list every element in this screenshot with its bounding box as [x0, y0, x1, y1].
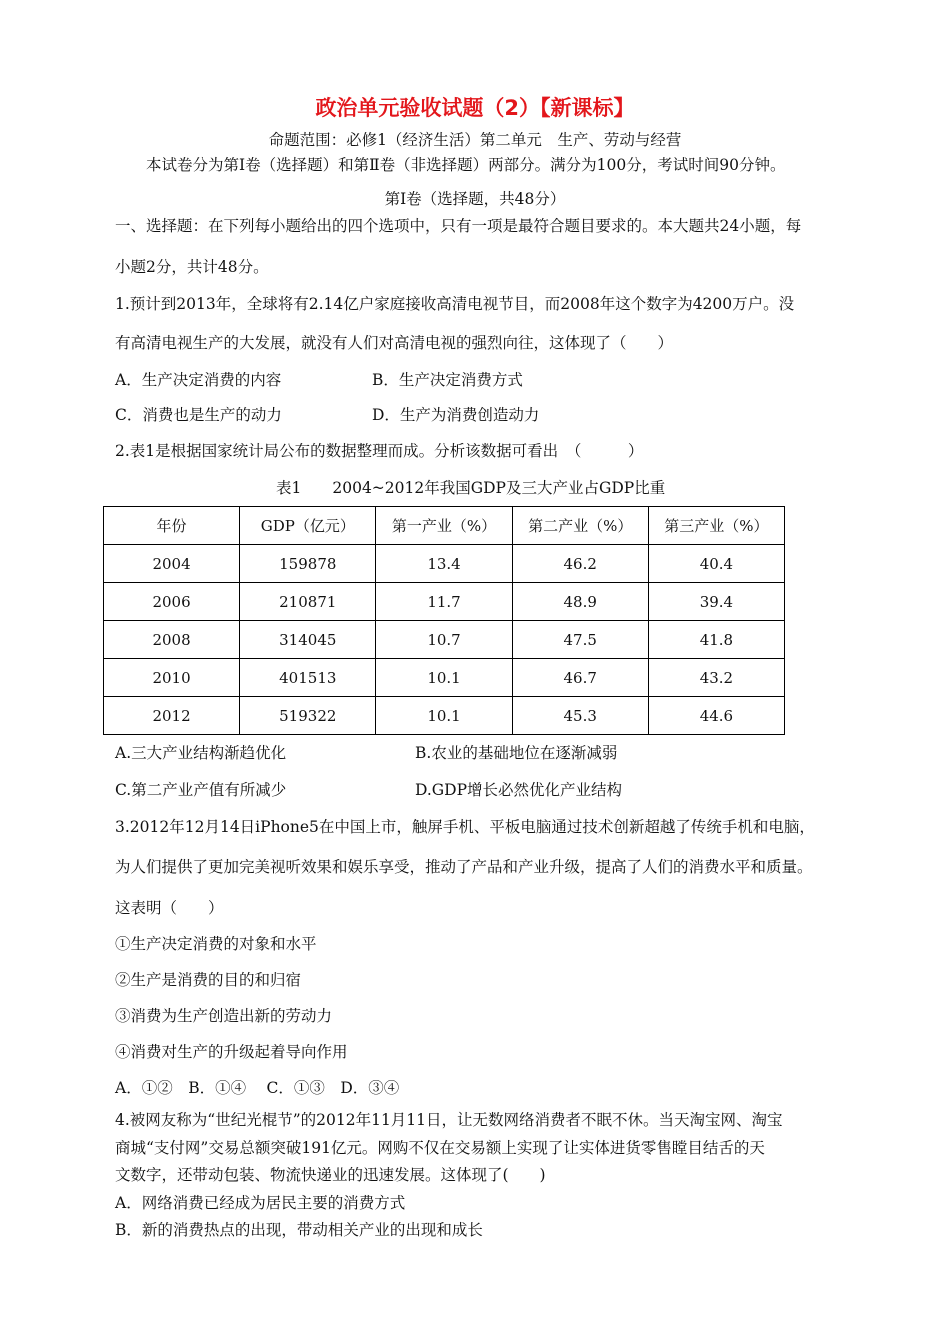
table-cell: 10.1 [376, 697, 512, 735]
table-row [104, 621, 785, 659]
table-cell: 39.4 [648, 583, 784, 621]
table-cell: 10.1 [376, 659, 512, 697]
q3-stem-end: 这表明（ ） [115, 899, 224, 917]
table-cell: 11.7 [376, 583, 512, 621]
table-cell: 13.4 [376, 545, 512, 583]
table-cell: 43.2 [648, 659, 784, 697]
table-header-row [104, 507, 785, 545]
table-cell: 41.8 [648, 621, 784, 659]
q2-option-b: B.农业的基础地位在逐渐减弱 [415, 744, 618, 762]
table-cell: 519322 [240, 697, 376, 735]
page-title: 政治单元验收试题（2）【新课标】 [315, 96, 635, 120]
q1-stem: 1.预计到2013年，全球将有2.14亿户家庭接收高清电视节目，而2008年这个数字为4200万户。没 [115, 295, 795, 313]
table-header-cell: GDP（亿元） [240, 507, 376, 545]
table-cell: 10.7 [376, 621, 512, 659]
q3-item-4: ④消费对生产的升级起着导向作用 [115, 1043, 348, 1061]
q3-item-2: ②生产是消费的目的和归宿 [115, 971, 302, 989]
q1-stem-cont: 有高清电视生产的大发展，就没有人们对高清电视的强烈向往，这体现了（ ） [115, 334, 674, 352]
q1-option-c: C．消费也是生产的动力 [115, 406, 282, 424]
table-cell: 2008 [104, 621, 240, 659]
table-cell: 2004 [104, 545, 240, 583]
q4-option-b: B．新的消费热点的出现，带动相关产业的出现和成长 [115, 1221, 483, 1239]
table-cell: 2012 [104, 697, 240, 735]
gdp-table [103, 506, 785, 735]
q4-stem-end: 文数字，还带动包装、物流快递业的迅速发展。这体现了( ) [115, 1166, 546, 1184]
table-cell: 40.4 [648, 545, 784, 583]
table-row [104, 583, 785, 621]
table-header-cell: 第二产业（%） [512, 507, 648, 545]
section-instruction-cont: 小题2分，共计48分。 [115, 258, 269, 276]
table-cell: 46.2 [512, 545, 648, 583]
table-header-cell: 第三产业（%） [648, 507, 784, 545]
table-cell: 47.5 [512, 621, 648, 659]
table-cell: 45.3 [512, 697, 648, 735]
q3-stem: 3.2012年12月14日iPhone5在中国上市，触屏手机、平板电脑通过技术创新超越了传统手机和电脑， [115, 818, 815, 836]
table-cell: 46.7 [512, 659, 648, 697]
table-cell: 159878 [240, 545, 376, 583]
table-cell: 210871 [240, 583, 376, 621]
q1-option-a: A．生产决定消费的内容 [115, 371, 282, 389]
table-cell: 44.6 [648, 697, 784, 735]
q2-option-c: C.第二产业产值有所减少 [115, 781, 287, 799]
q3-stem-cont: 为人们提供了更加完美视听效果和娱乐享受，推动了产品和产业升级，提高了人们的消费水平和质量。 [115, 858, 813, 876]
q1-option-d: D．生产为消费创造动力 [372, 406, 540, 424]
table-caption: 表1 2004~2012年我国GDP及三大产业占GDP比重 [276, 479, 666, 497]
q3-item-3: ③消费为生产创造出新的劳动力 [115, 1007, 333, 1025]
q3-options: A．①② B．①④ C．①③ D．③④ [115, 1079, 400, 1097]
table-row [104, 545, 785, 583]
q4-stem: 4.被网友称为“世纪光棍节”的2012年11月11日，让无数网络消费者不眠不休。当天淘宝网、淘宝 [115, 1111, 783, 1129]
q2-option-d: D.GDP增长必然优化产业结构 [415, 781, 623, 799]
table-row [104, 659, 785, 697]
scope-line: 命题范围：必修1（经济生活）第二单元 生产、劳动与经营 [268, 131, 682, 149]
table-row [104, 697, 785, 735]
table-cell: 2010 [104, 659, 240, 697]
section-instruction: 一、选择题：在下列每小题给出的四个选项中，只有一项是最符合题目要求的。本大题共24小题，每 [115, 217, 802, 235]
table-cell: 401513 [240, 659, 376, 697]
q3-item-1: ①生产决定消费的对象和水平 [115, 935, 317, 953]
table-cell: 314045 [240, 621, 376, 659]
q2-stem: 2.表1是根据国家统计局公布的数据整理而成。分析该数据可看出 （ ） [115, 442, 644, 460]
intro-line: 本试卷分为第Ⅰ卷（选择题）和第Ⅱ卷（非选择题）两部分。满分为100分，考试时间90分钟。 [146, 156, 786, 174]
q2-option-a: A.三大产业结构渐趋优化 [115, 744, 287, 762]
table-header-cell: 年份 [104, 507, 240, 545]
q4-option-a: A．网络消费已经成为居民主要的消费方式 [115, 1194, 406, 1212]
table-cell: 2006 [104, 583, 240, 621]
q1-option-b: B．生产决定消费方式 [372, 371, 523, 389]
part1-heading: 第Ⅰ卷（选择题，共48分） [384, 190, 566, 208]
table-header-cell: 第一产业（%） [376, 507, 512, 545]
q4-stem-cont: 商城“支付网”交易总额突破191亿元。网购不仅在交易额上实现了让实体进货零售瞠目结舌的天 [115, 1139, 765, 1157]
table-cell: 48.9 [512, 583, 648, 621]
